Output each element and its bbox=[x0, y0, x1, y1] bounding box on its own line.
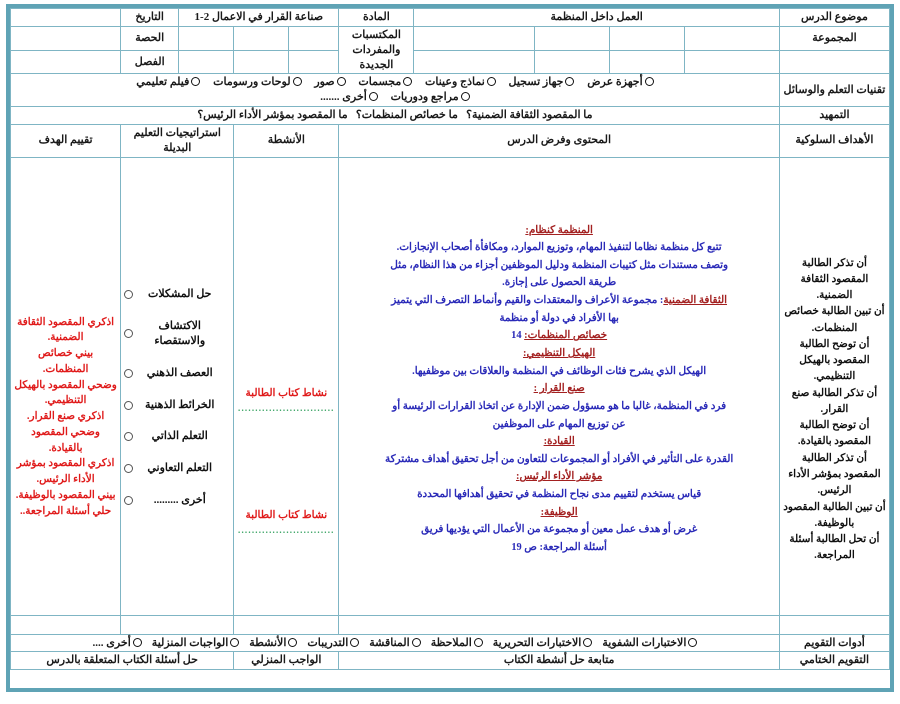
content-line bbox=[342, 258, 776, 275]
content-line bbox=[342, 505, 776, 522]
content-text: القدرة على التأثير في الأفراد أو المجموعات للتعاون من أجل تحقيق أهداف مشتركة bbox=[385, 453, 734, 465]
assessment-tool-label: الأنشطة bbox=[249, 636, 287, 649]
checkbox-circle-icon[interactable] bbox=[350, 638, 359, 647]
lesson-topic-value[interactable]: العمل داخل المنظمة bbox=[414, 9, 779, 27]
class-value[interactable] bbox=[11, 50, 121, 74]
objective-item: أن تبين الطالبة خصائص المنظمات. bbox=[784, 306, 885, 334]
checkbox-circle-icon[interactable] bbox=[124, 290, 133, 299]
warmup-label: التمهيد bbox=[779, 107, 889, 125]
content-term: القيادة: bbox=[543, 436, 575, 448]
media-options-line-1 bbox=[14, 75, 776, 90]
subject-label: المادة bbox=[339, 9, 414, 27]
checkbox-circle-icon[interactable] bbox=[133, 638, 142, 647]
group-value-c[interactable] bbox=[534, 26, 609, 50]
assessment-tool-option[interactable] bbox=[369, 636, 420, 651]
column-header-activities: الأنشطة bbox=[234, 124, 339, 157]
goal-eval-item: وضحي المقصود بالقيادة. bbox=[31, 426, 101, 454]
media-option-educational-film[interactable]: فيلم تعليمي bbox=[136, 75, 200, 90]
content-text: وتصف مستندات مثل كتيبات المنظمة ودليل الموظفين أجزاء من هذا النظام، مثل bbox=[390, 259, 729, 271]
checkbox-circle-icon[interactable] bbox=[645, 77, 654, 86]
vocab-cell-b[interactable] bbox=[234, 26, 289, 50]
group-label: المجموعة bbox=[779, 26, 889, 50]
activities-cell bbox=[234, 157, 339, 615]
content-term: مؤشر الأداء الرئيس: bbox=[515, 471, 603, 483]
strategy-label: أخرى ......... bbox=[153, 494, 206, 507]
content-text: بها الأفراد في دولة أو منظمة bbox=[499, 312, 619, 324]
activity-dotted-line: ............................ bbox=[238, 403, 335, 414]
content-term: المنظمة كنظام: bbox=[525, 224, 593, 236]
header-row-class bbox=[11, 50, 890, 74]
final-eval-row bbox=[11, 652, 890, 670]
content-line bbox=[342, 487, 776, 504]
content-term: الثقافة الضمنية bbox=[663, 295, 728, 307]
class-cell-d[interactable] bbox=[534, 50, 609, 74]
date-label: التاريخ bbox=[121, 9, 179, 27]
class-cell-a[interactable] bbox=[779, 50, 889, 74]
spacer-cell-2 bbox=[339, 615, 780, 634]
group-value-b[interactable] bbox=[609, 26, 684, 50]
checkbox-circle-icon[interactable] bbox=[583, 638, 592, 647]
vocab-cell-c[interactable] bbox=[179, 26, 234, 50]
media-label: تقنيات التعلم والوسائل bbox=[779, 74, 889, 107]
homework-label: الواجب المنزلي bbox=[234, 652, 339, 670]
column-header-content: المحتوى وفرض الدرس bbox=[339, 124, 780, 157]
goal-eval-item: وضحي المقصود بالهيكل التنظيمي. bbox=[14, 379, 117, 407]
content-line bbox=[342, 522, 776, 539]
content-text: : مجموعة الأعراف والمعتقدات والقيم وأنماط التصرف التي يتميز bbox=[391, 295, 664, 307]
goal-eval-cell bbox=[11, 157, 121, 615]
media-row bbox=[11, 74, 890, 107]
date-value[interactable] bbox=[11, 9, 121, 27]
assessment-tool-option[interactable] bbox=[493, 636, 593, 651]
content-line bbox=[342, 346, 776, 363]
content-text: قياس يستخدم لتقييم مدى نجاح المنظمة في تحقيق أهدافها المحددة bbox=[417, 489, 702, 501]
goal-eval-item: اذكري المقصود الثقافة الضمنية. bbox=[17, 316, 115, 344]
strategy-item[interactable] bbox=[124, 429, 220, 444]
spacer-row bbox=[11, 615, 890, 634]
warmup-question-2: ما خصائص المنظمات؟ bbox=[355, 109, 458, 122]
goal-eval-item: بيني المقصود بالوظيفة. bbox=[15, 489, 116, 501]
content-text: فرد في المنظمة، غالبا ما هو مسؤول ضمن الإدارة عن اتخاذ القرارات الرئيسة أو bbox=[392, 400, 727, 412]
checkbox-circle-icon[interactable] bbox=[688, 638, 697, 647]
objective-item: أن تبين الطالبة المقصود بالوظيفة. bbox=[783, 501, 886, 529]
content-line bbox=[342, 381, 776, 398]
column-header-strategies: استراتيجيات التعليم البديلة bbox=[121, 124, 234, 157]
checkbox-circle-icon[interactable] bbox=[124, 329, 133, 338]
checkbox-circle-icon[interactable] bbox=[403, 77, 412, 86]
checkbox-circle-icon[interactable] bbox=[565, 77, 574, 86]
content-term: الوظيفة: bbox=[540, 506, 578, 518]
checkbox-circle-icon[interactable] bbox=[124, 401, 133, 410]
content-list bbox=[342, 215, 776, 557]
strategy-label: الاكتشاف والاستقصاء bbox=[154, 320, 206, 347]
objectives-list bbox=[783, 208, 886, 565]
content-text: طريقة الحصول على إجازة. bbox=[502, 277, 617, 289]
strategy-item[interactable] bbox=[124, 493, 220, 508]
warmup-question-3: ما المقصود بمؤشر الأداء الرئيس؟ bbox=[197, 109, 348, 122]
content-line bbox=[342, 240, 776, 257]
content-line bbox=[342, 311, 776, 328]
content-line bbox=[342, 275, 776, 292]
strategy-label: التعلم الذاتي bbox=[151, 430, 208, 443]
strategy-label: التعلم التعاوني bbox=[147, 462, 213, 475]
media-options bbox=[11, 74, 780, 107]
checkbox-circle-icon[interactable] bbox=[293, 77, 302, 86]
assessment-tool-option[interactable] bbox=[152, 636, 239, 651]
checkbox-circle-icon[interactable] bbox=[461, 92, 470, 101]
spacer-cell-5 bbox=[11, 615, 121, 634]
objective-item: أن توضح الطالبة المقصود بالقيادة. bbox=[797, 420, 872, 448]
class-cell-f[interactable] bbox=[289, 50, 339, 74]
strategy-item[interactable] bbox=[124, 319, 220, 349]
media-option-3d-models[interactable]: مجسمات bbox=[358, 75, 412, 90]
assessment-tool-label: أخرى .... bbox=[92, 636, 131, 649]
goal-eval-item: بيني خصائص المنظمات. bbox=[37, 348, 94, 375]
goal-eval-item: حلي أسئلة المراجعة.. bbox=[19, 505, 112, 517]
class-label: الفصل bbox=[121, 50, 179, 74]
checkbox-circle-icon[interactable] bbox=[487, 77, 496, 86]
content-text: غرض أو هدف عمل معين أو مجموعة من الأعمال التي يؤديها فريق bbox=[421, 524, 698, 536]
lesson-topic-label: موضوع الدرس bbox=[779, 9, 889, 27]
strategy-label: الخرائط الذهنية bbox=[145, 398, 215, 411]
media-options-line-2 bbox=[14, 90, 776, 105]
assessment-tools-label: أدوات التقويم bbox=[779, 634, 889, 652]
lesson-plan-table bbox=[10, 8, 890, 670]
activity-block bbox=[237, 509, 335, 535]
homework-value: حل أسئلة الكتاب المتعلقة بالدرس bbox=[11, 652, 234, 670]
content-text: أسئلة المراجعة: ص 19 bbox=[511, 542, 607, 554]
spacer-cell-3 bbox=[234, 615, 339, 634]
class-cell-e[interactable] bbox=[414, 50, 534, 74]
period-label: الحصة bbox=[121, 26, 179, 50]
assessment-tools-options bbox=[11, 634, 780, 652]
checkbox-circle-icon[interactable] bbox=[191, 77, 200, 86]
class-cell-b[interactable] bbox=[684, 50, 779, 74]
checkbox-circle-icon[interactable] bbox=[124, 496, 133, 505]
assessment-tool-label: الاختبارات التحريرية bbox=[492, 636, 582, 649]
final-eval-label: التقويم الختامي bbox=[779, 652, 889, 670]
goal-eval-item: اذكري صنع القرار. bbox=[26, 411, 105, 423]
content-text: 14 bbox=[511, 330, 525, 342]
column-header-row bbox=[11, 124, 890, 157]
checkbox-circle-icon[interactable] bbox=[124, 432, 133, 441]
activity-label[interactable]: نشاط كتاب الطالبة bbox=[245, 510, 328, 522]
assessment-tool-option[interactable] bbox=[307, 636, 359, 651]
column-header-objectives: الأهداف السلوكية bbox=[779, 124, 889, 157]
media-option-recorder[interactable]: جهاز تسجيل bbox=[509, 75, 575, 90]
vocab-cell-a[interactable] bbox=[289, 26, 339, 50]
goal-eval-list bbox=[14, 253, 117, 520]
media-option-references[interactable]: مراجع ودوريات bbox=[391, 90, 470, 105]
content-line bbox=[342, 540, 776, 557]
activities-list bbox=[237, 387, 335, 535]
strategy-item[interactable] bbox=[124, 366, 220, 381]
goal-eval-item: اذكري المقصود بمؤشر الأداء الرئيس. bbox=[16, 458, 115, 486]
assessment-tool-label: المناقشة bbox=[369, 636, 410, 649]
content-text: الهيكل الذي يشرح فئات الوظائف في المنظمة والعلاقات بين موظفيها. bbox=[412, 365, 707, 377]
objective-item: أن تذكر الطالبة المقصود الثقافة الضمنية. bbox=[800, 257, 869, 302]
content-line bbox=[342, 417, 776, 434]
column-header-goal-eval: تقييم الهدف bbox=[11, 124, 121, 157]
content-term: الهيكل التنظيمي: bbox=[522, 347, 596, 359]
objectives-cell bbox=[779, 157, 889, 615]
content-term: صنع القرار : bbox=[533, 383, 585, 395]
warmup-question-1: ما المقصود الثقافة الضمنية؟ bbox=[466, 109, 593, 122]
subject-value[interactable]: صناعة القرار في الاعمال 2-1 bbox=[179, 9, 339, 27]
checkbox-circle-icon[interactable] bbox=[288, 638, 297, 647]
new-vocabulary-value[interactable]: المكتسبات والمفردات الجديدة bbox=[339, 26, 414, 74]
strategy-label: حل المشكلات bbox=[148, 288, 212, 301]
checkbox-circle-icon[interactable] bbox=[412, 638, 421, 647]
strategies-cell bbox=[121, 157, 234, 615]
checkbox-circle-icon[interactable] bbox=[124, 464, 133, 473]
media-option-pictures[interactable]: صور bbox=[314, 75, 345, 90]
content-line bbox=[342, 223, 776, 240]
content-line bbox=[342, 293, 776, 310]
assessment-tools-row bbox=[11, 634, 890, 652]
checkbox-circle-icon[interactable] bbox=[369, 92, 378, 101]
strategy-item[interactable] bbox=[124, 287, 220, 302]
body-row bbox=[11, 157, 890, 615]
spacer-cell-4 bbox=[121, 615, 234, 634]
content-text: تتبع كل منظمة نظاما لتنفيذ المهام، وتوزيع الموارد، ومكافأة أصحاب الإنجازات. bbox=[396, 242, 722, 254]
strategy-label: العصف الذهني bbox=[146, 366, 213, 379]
assessment-tool-option[interactable] bbox=[249, 636, 297, 651]
group-value-d[interactable] bbox=[414, 26, 534, 50]
warmup-questions bbox=[11, 107, 780, 125]
strategy-item[interactable] bbox=[124, 461, 220, 476]
assessment-tool-label: الاختبارات الشفوية bbox=[602, 636, 687, 649]
content-term: خصائص المنظمات: bbox=[524, 330, 608, 342]
assessment-tool-option[interactable] bbox=[602, 636, 697, 651]
class-cell-h[interactable] bbox=[179, 50, 234, 74]
content-cell bbox=[339, 157, 780, 615]
checkbox-circle-icon[interactable] bbox=[124, 369, 133, 378]
content-line bbox=[342, 434, 776, 451]
activity-block bbox=[237, 387, 335, 413]
checkbox-circle-icon[interactable] bbox=[474, 638, 483, 647]
final-eval-followup: متابعة حل أنشطة الكتاب bbox=[339, 652, 780, 670]
header-row-group bbox=[11, 26, 890, 50]
activity-label[interactable]: نشاط كتاب الطالبة bbox=[245, 387, 328, 399]
assessment-tool-label: الواجبات المنزلية bbox=[151, 636, 229, 649]
media-option-models-samples[interactable]: نماذج وعينات bbox=[425, 75, 496, 90]
media-option-other[interactable]: أخرى ....... bbox=[320, 90, 378, 105]
assessment-tool-label: الملاحظة bbox=[430, 636, 472, 649]
assessment-tool-option[interactable] bbox=[431, 636, 483, 651]
content-line bbox=[342, 452, 776, 469]
content-line bbox=[342, 399, 776, 416]
assessment-tool-label: التدريبات bbox=[307, 636, 349, 649]
media-option-charts-drawings[interactable]: لوحات ورسومات bbox=[213, 75, 301, 90]
objective-item: أن تذكر الطالبة المقصود بمؤشر الأداء الرئيس. bbox=[788, 452, 881, 497]
class-cell-c[interactable] bbox=[609, 50, 684, 74]
group-value-a[interactable] bbox=[684, 26, 779, 50]
objective-item: أن تحل الطالبة أسئلة المراجعة. bbox=[789, 534, 880, 562]
lesson-plan-sheet bbox=[6, 4, 894, 692]
assessment-tool-option[interactable] bbox=[93, 636, 142, 651]
header-row-topic bbox=[11, 9, 890, 27]
checkbox-circle-icon[interactable] bbox=[230, 638, 239, 647]
activity-dotted-line: ............................ bbox=[238, 525, 335, 536]
content-line bbox=[342, 469, 776, 486]
spacer-cell-1 bbox=[779, 615, 889, 634]
media-option-projector[interactable]: أجهزة عرض bbox=[587, 75, 653, 90]
objective-item: أن تذكر الطالبة صنع القرار. bbox=[791, 387, 878, 415]
content-line bbox=[342, 364, 776, 381]
objective-item: أن توضح الطالبة المقصود بالهيكل التنظيمي. bbox=[799, 338, 870, 383]
strategies-list bbox=[124, 247, 230, 508]
warmup-row bbox=[11, 107, 890, 125]
checkbox-circle-icon[interactable] bbox=[337, 77, 346, 86]
content-text: عن توزيع المهام على الموظفين bbox=[492, 418, 626, 430]
period-value[interactable] bbox=[11, 26, 121, 50]
content-line bbox=[342, 328, 776, 345]
class-cell-g[interactable] bbox=[234, 50, 289, 74]
strategy-item[interactable] bbox=[124, 398, 220, 413]
